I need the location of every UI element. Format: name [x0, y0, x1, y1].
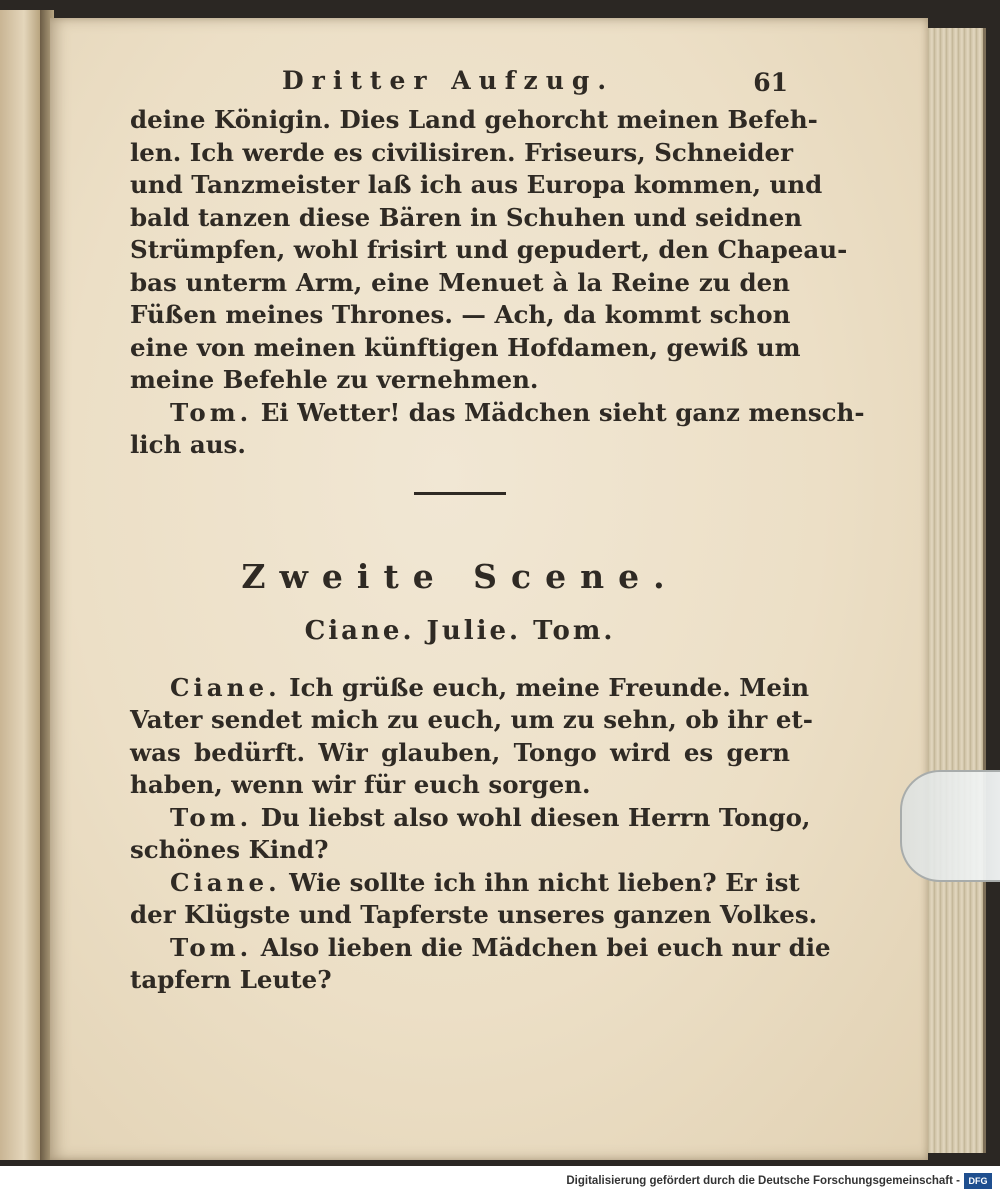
speech-text: Ich grüße euch, meine Freunde. Mein: [289, 672, 810, 702]
text-line: [130, 397, 865, 430]
text-line: schönes Kind?: [130, 835, 329, 864]
text-line: haben, wenn wir für euch sorgen.: [130, 770, 591, 799]
section-divider: [414, 492, 506, 495]
text-line: deine Königin. Dies Land gehorcht meinen Befeh-: [130, 105, 818, 134]
scene-cast: Ciane. Julie. Tom.: [304, 615, 616, 646]
speaker-name: Ciane.: [170, 672, 281, 702]
speech-text: Ei Wetter! das Mädchen sieht ganz mensch-: [260, 397, 865, 427]
page-number: 61: [753, 68, 788, 97]
text-line: [130, 672, 810, 705]
scene-heading: Zweite Scene.: [241, 556, 679, 596]
dialogue-tom-2: [130, 802, 811, 867]
footer-bar: [0, 1166, 1000, 1198]
text-line: bald tanzen diese Bären in Schuhen und seidnen: [130, 202, 803, 232]
dialogue-ciane-2: [130, 867, 818, 932]
text-line: lich aus.: [130, 430, 246, 459]
speaker-name: Tom.: [170, 397, 253, 427]
dialogue-ciane-1: [130, 672, 813, 802]
text-line: [130, 932, 831, 965]
speaker-name: Tom.: [170, 932, 253, 962]
text-line: Füßen meines Thrones. — Ach, da kommt schon: [130, 300, 791, 329]
speech-text: Also lieben die Mädchen bei euch nur die: [260, 932, 831, 962]
paragraph-continuation: [130, 104, 848, 397]
text-line: [130, 867, 800, 900]
footer-credit: Digitalisierung gefördert durch die Deutsche Forschungsgemeinschaft -: [566, 1175, 960, 1187]
dialogue-tom-3: [130, 932, 831, 997]
text-line: bas unterm Arm, eine Menuet à la Reine zu den: [130, 267, 790, 297]
text-line: eine von meinen künftigen Hofdamen, gewiß um: [130, 332, 801, 362]
running-head: [130, 60, 790, 104]
text-line: [130, 802, 811, 835]
text-line: meine Befehle zu vernehmen.: [130, 365, 539, 394]
speech-text: Wie sollte ich ihn nicht lieben? Er ist: [289, 867, 800, 897]
text-line: und Tanzmeister laß ich aus Europa kommen, und: [130, 170, 823, 199]
dialogue-tom-1: [130, 397, 865, 462]
text-line: der Klügste und Tapferste unseres ganzen Volkes.: [130, 900, 818, 929]
speaker-name: Tom.: [170, 802, 253, 832]
text-line: tapfern Leute?: [130, 965, 332, 994]
dfg-logo: DFG: [964, 1173, 992, 1189]
speaker-name: Ciane.: [170, 867, 281, 897]
text-line: Strümpfen, wohl frisirt und gepudert, den Chapeau-: [130, 235, 848, 264]
page-clip-marker: [900, 770, 1000, 882]
text-line: Vater sendet mich zu euch, um zu sehn, ob ihr et-: [130, 705, 813, 734]
running-title: Dritter Aufzug.: [282, 66, 615, 95]
page-content: [130, 60, 865, 997]
speech-text: Du liebst also wohl diesen Herrn Tongo,: [260, 802, 811, 832]
left-page-edge: [0, 10, 42, 1160]
text-line: was bedürft. Wir glauben, Tongo wird es gern: [130, 737, 790, 767]
text-line: len. Ich werde es civilisiren. Friseurs, Schneider: [130, 137, 793, 167]
